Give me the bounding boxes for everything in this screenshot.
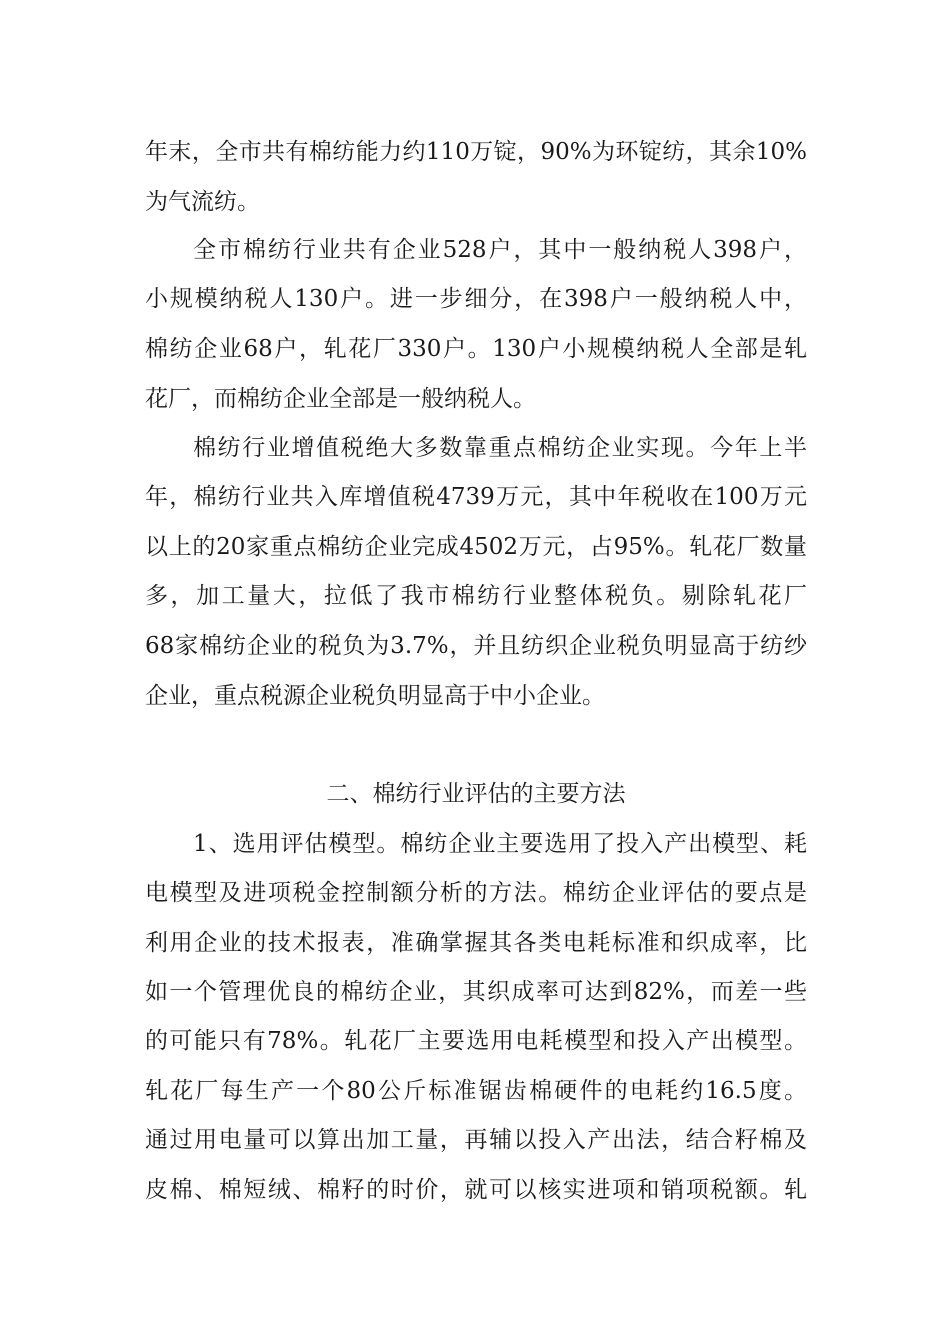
paragraph-2-line-2: 小规模纳税人130户。进一步细分，在398户一般纳税人中， [145, 286, 807, 312]
paragraph-3-line-3: 以上的20家重点棉纺企业完成4502万元，占95%。轧花厂数量 [145, 534, 807, 560]
paragraph-1-line-1: 年末，全市共有棉纺能力约110万锭，90%为环锭纺，其余10% [145, 139, 807, 165]
paragraph-3-line-4: 多，加工量大，拉低了我市棉纺行业整体税负。剔除轧花厂 [145, 583, 807, 609]
paragraph-1-line-2: 为气流纺。 [145, 189, 260, 215]
paragraph-3-line-2: 年，棉纺行业共入库增值税4739万元，其中年税收在100万元 [145, 484, 807, 510]
paragraph-2-line-3: 棉纺企业68户，轧花厂330户。130户小规模纳税人全部是轧 [145, 336, 807, 362]
section-paragraph-line-7: 通过用电量可以算出加工量，再辅以投入产出法，结合籽棉及 [145, 1127, 807, 1153]
paragraph-2-line-1: 全市棉纺行业共有企业528户，其中一般纳税人398户， [193, 237, 807, 263]
paragraph-2-line-4: 花厂，而棉纺企业全部是一般纳税人。 [145, 386, 536, 412]
paragraph-3-line-5: 68家棉纺企业的税负为3.7%，并且纺织企业税负明显高于纺纱 [145, 633, 807, 659]
section-paragraph-line-4: 如一个管理优良的棉纺企业，其织成率可达到82%，而差一些 [145, 979, 807, 1005]
section-paragraph-line-6: 轧花厂每生产一个80公斤标准锯齿棉硬件的电耗约16.5度。 [145, 1078, 807, 1104]
section-paragraph-line-2: 电模型及进项税金控制额分析的方法。棉纺企业评估的要点是 [145, 880, 807, 906]
section-paragraph-line-8: 皮棉、棉短绒、棉籽的时价，就可以核实进项和销项税额。轧 [145, 1177, 807, 1203]
paragraph-3-line-6: 企业，重点税源企业税负明显高于中小企业。 [145, 683, 605, 709]
section-paragraph-line-5: 的可能只有78%。轧花厂主要选用电耗模型和投入产出模型。 [145, 1028, 807, 1054]
section-heading: 二、棉纺行业评估的主要方法 [326, 781, 626, 807]
section-paragraph-line-3: 利用企业的技术报表，准确掌握其各类电耗标准和织成率，比 [145, 930, 807, 956]
section-paragraph-line-1: 1、选用评估模型。棉纺企业主要选用了投入产出模型、耗 [193, 831, 807, 857]
paragraph-3-line-1: 棉纺行业增值税绝大多数靠重点棉纺企业实现。今年上半 [193, 435, 807, 461]
